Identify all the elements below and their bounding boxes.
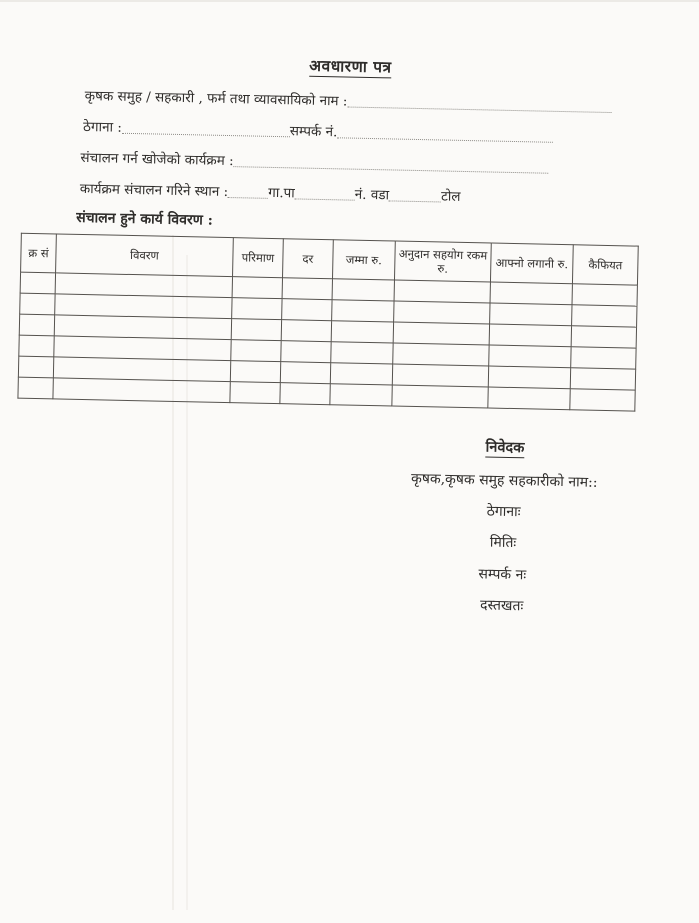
empty-cell [20,272,55,294]
ward-number-blank [389,189,441,203]
empty-cell [330,384,392,406]
applicant-signature-line: दस्तखतः [479,597,524,615]
empty-cell [571,347,636,369]
header-rate: दर [283,239,334,279]
empty-cell [394,301,490,324]
empty-cell [572,284,637,306]
section-heading: संचालन हुने कार्य विवरण : [76,209,214,229]
applicant-heading-text: निवेदक [485,438,525,457]
location-label: कार्यक्रम संचालन गरिने स्थान : [79,180,229,201]
table-body [18,272,638,411]
empty-cell [18,356,53,378]
empty-cell [394,280,490,303]
empty-cell [280,362,330,384]
tole-label: टोल [440,188,461,205]
header-grant-support: अनुदान सहयोग रकम रु. [394,241,491,282]
empty-cell [490,282,572,305]
empty-cell [571,326,636,348]
empty-cell [232,277,282,299]
program-blank [234,154,549,174]
applicant-name-line: कृषक,कृषक समुह सहकारीको नाम:: [410,470,598,491]
contact-blank [337,126,553,144]
header-quantity: परिमाण [233,238,284,278]
empty-cell [392,385,488,408]
empty-cell [19,314,54,336]
empty-cell [570,389,635,411]
empty-cell [332,300,394,322]
applicant-heading [377,434,632,459]
empty-cell [393,343,489,366]
empty-cell [393,322,489,345]
empty-cell [489,324,571,347]
location-line [80,180,564,208]
contact-label: सम्पर्क नं. [289,123,338,141]
empty-cell [331,321,393,343]
applicant-section [374,434,633,630]
empty-cell [281,320,331,342]
empty-cell [20,293,55,315]
page-title-text: अवधारणा पत्र [309,55,392,77]
header-remarks: कैफियत [572,245,638,285]
empty-cell [332,279,394,301]
gapa-label: गा.पा [268,184,295,202]
empty-cell [231,340,281,362]
empty-cell [572,305,637,327]
empty-cell [331,342,393,364]
empty-cell [282,278,332,300]
empty-cell [53,378,230,403]
empty-cell [490,303,572,326]
group-name-line [85,87,612,116]
program-label: संचालन गर्न खोजेको कार्यक्रम : [80,149,234,170]
empty-cell [488,366,570,389]
empty-cell [280,383,330,405]
ward-label: नं. वडा [354,186,390,204]
empty-cell [232,298,282,320]
header-own-investment: आफ्नो लगानी रु. [490,243,573,284]
empty-cell [18,377,53,399]
location-blank [228,185,268,199]
empty-cell [231,319,281,341]
address-line [83,118,553,146]
page-title [85,49,615,82]
empty-cell [489,345,571,368]
empty-cell [282,299,332,321]
header-serial-no: क्र सं [21,233,57,273]
empty-cell [330,363,392,385]
header-total-rs: जम्मा रु. [332,240,395,280]
address-blank [122,121,290,138]
gapa-number-blank [295,187,355,201]
group-name-blank [347,95,611,114]
empty-cell [281,341,331,363]
work-details-table [17,233,638,412]
empty-cell [19,335,54,357]
applicant-address-line: ठेगानाः [486,503,521,521]
empty-cell [570,368,635,390]
address-label: ठेगाना : [82,118,123,136]
applicant-contact-line: सम्पर्क नः [478,565,527,583]
program-line [80,149,548,177]
empty-cell [392,364,488,387]
empty-cell [230,382,280,404]
header-description: विवरण [56,234,234,277]
empty-cell [488,387,570,410]
applicant-date-line: मितिः [489,534,517,552]
group-name-label: कृषक समुह / सहकारी , फर्म तथा व्यावसायिको नाम : [84,87,348,110]
empty-cell [230,361,280,383]
